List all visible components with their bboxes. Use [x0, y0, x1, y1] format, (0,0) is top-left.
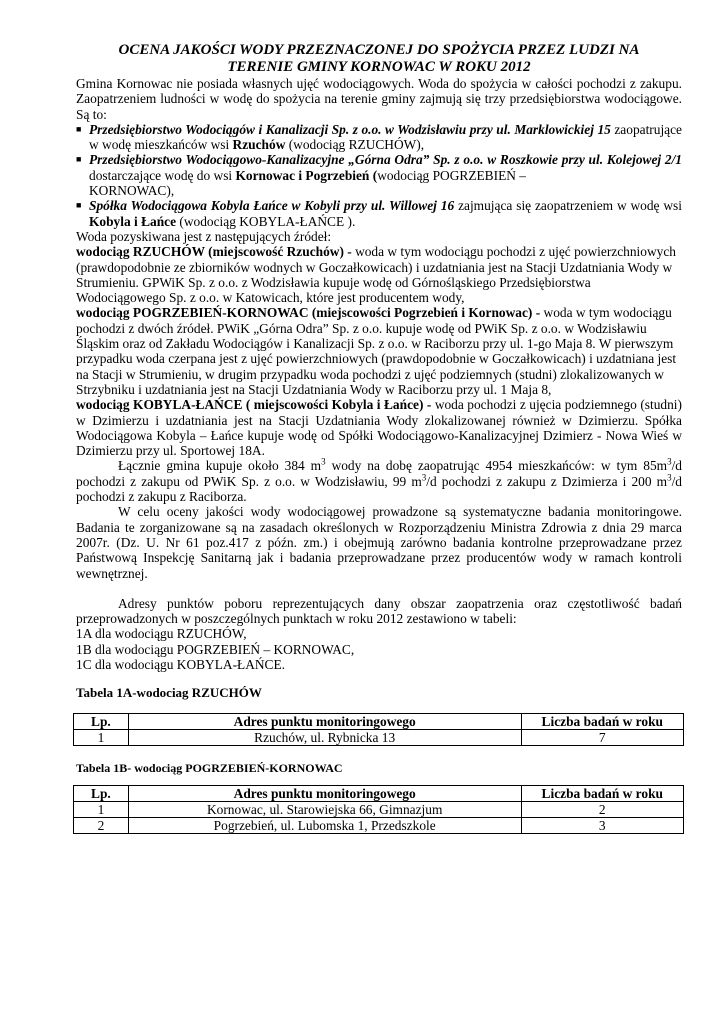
bullet-text: dostarczające wodę do wsi	[89, 167, 236, 183]
purchase-text: Łącznie gmina kupuje około 384 m	[118, 458, 322, 474]
bullet-text: (wodociąg KOBYLA-ŁAŃCE ).	[176, 213, 356, 229]
header-address: Adres punktu monitoringowego	[128, 713, 521, 729]
header-count: Liczba badań w roku	[521, 713, 683, 729]
village-name: Kobyla i Łańce	[89, 213, 177, 229]
cell-lp: 1	[74, 801, 129, 817]
bullet-text: zaopatrujące w wodę mieszkańców wsi	[89, 121, 683, 153]
header-count: Liczba badań w roku	[521, 785, 683, 801]
cell-lp: 1	[74, 729, 129, 745]
purchase-paragraph	[76, 458, 682, 504]
source-body: woda pochodzi z ujęcia podziemnego (studni) w Dzimierzu i uzdatniania jest na Stacji Uzdatniania Wody zlokalizowanej również w Dzimierzu. Spółka Wodociągowa Kobyla – Łańce kupuje wodę od Spółki Wodociągowo-Kanalizacyjnej Dzimierz - Nowa Wieś w Dzimierzu przy ul. Sportowej 18A.	[76, 397, 682, 459]
table-header-row	[74, 785, 684, 801]
monitoring-paragraph: W celu oceny jakości wody wodociągowej prowadzone są systematyczne badania monitoringowe. Badania te zorganizowane są na zasadach określonych w Rozporządzeniu Ministra Zdrowia z dnia 29 marca 2007r. (Dz. U. Nr 61 poz.417 z późn. zm.) i obejmują zarówno badania kontrolne przeprowadzane przez Państwową Inspekcję Sanitarną jak i badania przeprowadzane przez producentów wody w ramach kontroli wewnętrznej.	[76, 504, 682, 581]
purchase-text: /d pochodzi z zakupu z Raciborza.	[76, 473, 682, 505]
bullet-text: KORNOWAC),	[89, 183, 175, 199]
bullet-item	[76, 152, 682, 198]
title-line-2: TERENIE GMINY KORNOWAC W ROKU 2012	[227, 59, 531, 75]
bullet-square-icon: ■	[76, 123, 82, 134]
table-row	[74, 801, 684, 817]
superscript: 3	[421, 472, 427, 483]
source-heading: wodociąg RZUCHÓW (miejscowość Rzuchów) -	[76, 244, 352, 260]
bullet-text: (wodociąg RZUCHÓW),	[285, 137, 425, 153]
cell-count: 2	[521, 801, 683, 817]
cell-address: Kornowac, ul. Starowiejska 66, Gimnazjum	[128, 801, 521, 817]
table-1b-caption: Tabela 1B- wodociąg POGRZEBIEŃ-KORNOWAC	[76, 760, 343, 775]
bullet-text: zajmująca się zaopatrzeniem w wodę wsi	[454, 198, 682, 214]
purchase-text: /d pochodzi z zakupu z Dzimierza i 200 m	[426, 473, 668, 489]
source-body: woda w tym wodociągu pochodzi z dwóch źródeł. PWiK „Górna Odra” Sp. z o.o. kupuje wodę od PWiK Sp. z o.o. w Wodzisławiu Śląskim oraz od Zakładu Wodociągów i Kanalizacji Sp. z o.o. w Raciborzu przy ul. 1-go Maja 8. W pierwszym przypadku woda czerpana jest z ujęć powierzchniowych (prawdopodobnie w Goczałkowicach) i uzdatniana jest na Stacji w Strumieniu, w drugim przypadku woda pochodzi z ujęć podziemnych (studni) zlokalizowanych w Strzybniku i uzdatniania jest na Stacji Uzdatniania Wody w Raciborzu przy ul. 1 Maja 8,	[76, 305, 677, 397]
company-name: Przedsiębiorstwo Wodociągów i Kanalizacji Sp. z o.o. w Wodzisławiu przy ul. Marklowickiej 15	[89, 121, 611, 137]
cell-lp: 2	[74, 817, 129, 833]
village-name: Rzuchów	[232, 137, 286, 153]
cell-count: 3	[521, 817, 683, 833]
superscript: 3	[321, 456, 326, 467]
source-pogrzebien	[76, 305, 682, 397]
addresses-paragraph: Adresy punktów poboru reprezentujących dany obszar zaopatrzenia oraz częstotliwość badań przeprowadzonych w poszczególnych punktach w roku 2012 zestawiono w tabeli:	[76, 595, 682, 627]
header-address: Adres punktu monitoringowego	[128, 785, 521, 801]
document-page	[76, 42, 682, 834]
header-lp: Lp.	[74, 713, 129, 729]
cell-count: 7	[521, 729, 683, 745]
purchase-text: wody na dobę zaopatrując 4954 mieszkańców: w tym 85m	[325, 458, 668, 474]
source-heading: wodociąg POGRZEBIEŃ-KORNOWAC (miejscowości Pogrzebień i Kornowac) -	[76, 305, 541, 321]
table-header-row	[74, 713, 684, 729]
source-kobyla	[76, 397, 682, 458]
sources-intro: Woda pozyskiwana jest z następujących źródeł:	[76, 228, 332, 244]
purchase-text: /d pochodzi z zakupu od PWiK Sp. z o.o. w Wodzisławiu, 99 m	[76, 458, 682, 489]
table-1a	[73, 713, 684, 746]
village-name: Kornowac i Pogrzebień (	[235, 167, 378, 183]
bullet-text: wodociąg POGRZEBIEŃ –	[377, 167, 526, 183]
document-title	[72, 42, 686, 76]
header-lp: Lp.	[74, 785, 129, 801]
bullet-square-icon: ■	[76, 154, 82, 165]
table-1a-caption: Tabela 1A-wodociag RZUCHÓW	[76, 685, 262, 701]
cell-address: Pogrzebień, ul. Lubomska 1, Przedszkole	[128, 817, 521, 833]
cell-address: Rzuchów, ul. Rybnicka 13	[128, 729, 521, 745]
bullet-item	[76, 198, 682, 229]
superscript: 3	[667, 472, 672, 483]
source-rzuchow	[76, 244, 682, 305]
company-name: Przedsiębiorstwo Wodociągowo-Kanalizacyjne „Górna Odra” Sp. z o.o. w Roszkowie przy ul. Kolejowej 2/1	[89, 152, 682, 168]
intro-paragraph: Gmina Kornowac nie posiada własnych ujęć wodociągowych. Woda do spożycia w całości pochodzi z zakupu. Zaopatrzeniem ludności w wodę do spożycia na terenie gminy zajmują się trzy przedsiębiorstwa wodociągowe. Są to:	[76, 76, 682, 122]
bullet-item	[76, 122, 682, 153]
table-row	[74, 729, 684, 745]
table-ref: 1C dla wodociągu KOBYLA-ŁAŃCE.	[76, 656, 286, 672]
table-1b	[73, 785, 684, 834]
source-body: woda w tym wodociągu pochodzi z ujęć powierzchniowych (prawdopodobnie ze zbiorników wodnych w Goczałkowicach) i uzdatniania jest na Stacji Uzdatniania Wody w Strumieniu. GPWiK Sp. z o.o. z Wodzisławia kupuje wodę od Górnośląskiego Przedsiębiorstwa Wodociągowego Sp. z o.o. w Katowicach, które jest producentem wody,	[76, 244, 676, 306]
bullet-square-icon: ■	[76, 200, 82, 211]
title-line-1: OCENA JAKOŚCI WODY PRZEZNACZONEJ DO SPOŻYCIA PRZEZ LUDZI NA	[118, 42, 640, 58]
company-name: Spółka Wodociągowa Kobyla Łańce w Kobyli przy ul. Willowej 16	[89, 198, 455, 214]
table-ref: 1B dla wodociągu POGRZEBIEŃ – KORNOWAC,	[76, 641, 355, 657]
source-heading: wodociąg KOBYLA-ŁAŃCE ( miejscowości Kobyla i Łańce) -	[76, 397, 432, 413]
table-ref: 1A dla wodociągu RZUCHÓW,	[76, 626, 247, 642]
superscript: 3	[667, 456, 672, 467]
table-row	[74, 817, 684, 833]
